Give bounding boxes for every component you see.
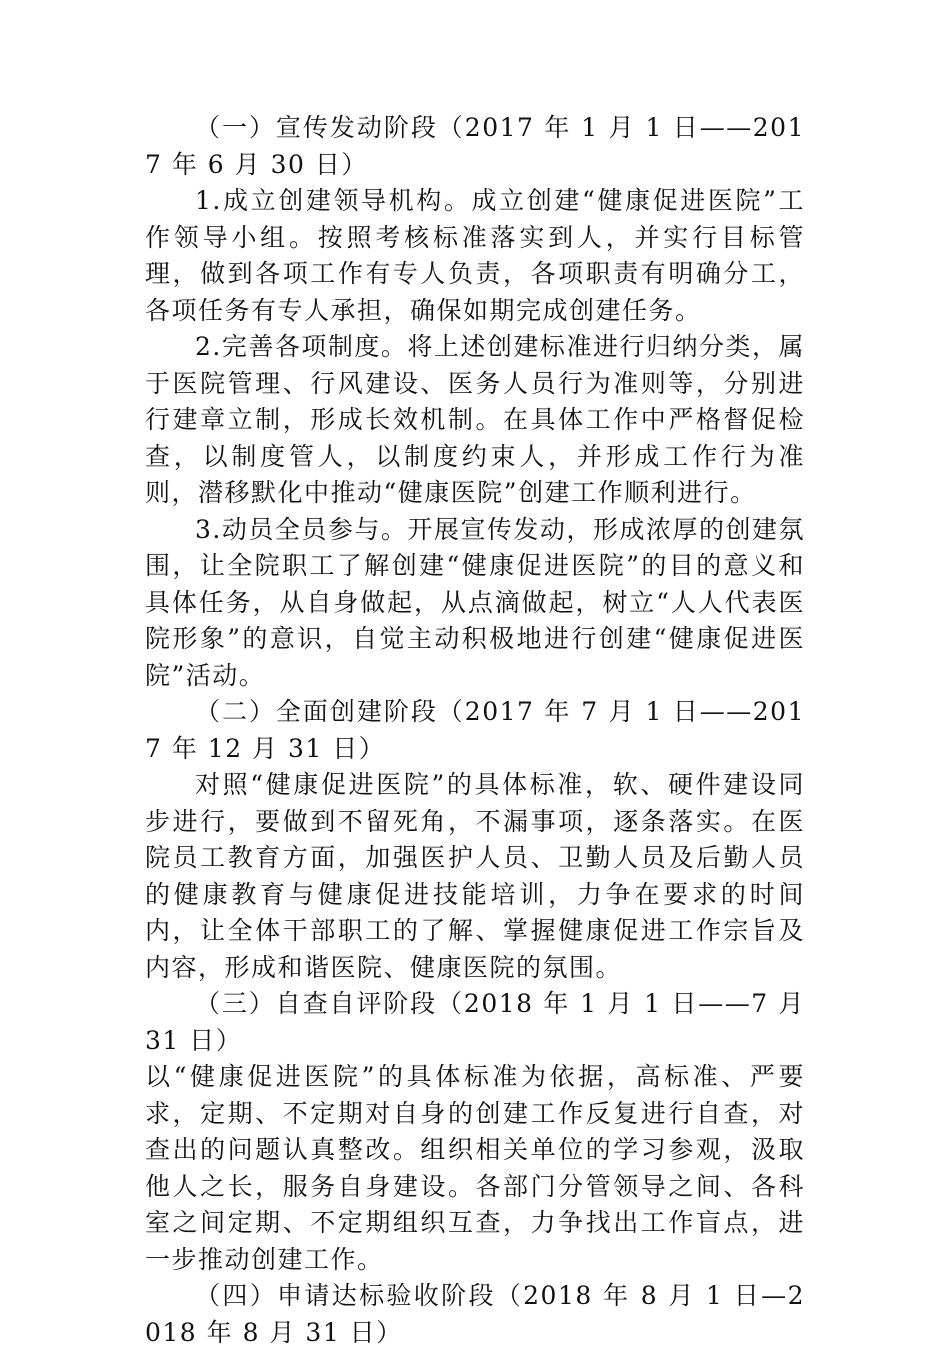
paragraph-item-2: 2.完善各项制度。将上述创建标准进行归纳分类，属于医院管理、行风建设、医务人员行为准则等，分别进行建章立制，形成长效机制。在具体工作中严格督促检查，以制度管人，以制度约束人，并形成工作行为准则，潜移默化中推动“健康医院”创建工作顺利进行。	[145, 332, 805, 507]
section-heading-4: （四）申请达标验收阶段（2018 年 8 月 1 日—2018 年 8 月 31 日）	[145, 1281, 805, 1347]
section-heading-3: （三）自查自评阶段（2018 年 1 月 1 日——7 月 31 日）	[145, 989, 805, 1055]
paragraph-item-3: 3.动员全员参与。开展宣传发动，形成浓厚的创建氛围，让全院职工了解创建“健康促进医院”的目的意义和具体任务，从自身做起，从点滴做起，树立“人人代表医院形象”的意识，自觉主动积极地进行创建“健康促进医院”活动。	[145, 514, 805, 690]
section-heading-1: （一）宣传发动阶段（2017 年 1 月 1 日——2017 年 6 月 30 日）	[145, 113, 805, 179]
paragraph-item-1: 1.成立创建领导机构。成立创建“健康促进医院”工作领导小组。按照考核标准落实到人，并实行目标管理，做到各项工作有专人负责，各项职责有明确分工，各项任务有专人承担，确保如期完成创建任务。	[145, 186, 805, 325]
document-body	[145, 110, 805, 1351]
paragraph-section-2: 对照“健康促进医院”的具体标准，软、硬件建设同步进行，要做到不留死角，不漏事项，逐条落实。在医院员工教育方面，加强医护人员、卫勤人员及后勤人员的健康教育与健康促进技能培训，力争在要求的时间内，让全体干部职工的了解、掌握健康促进工作宗旨及内容，形成和谐医院、健康医院的氛围。	[145, 770, 805, 982]
paragraph-section-3: 以“健康促进医院”的具体标准为依据，高标准、严要求，定期、不定期对自身的创建工作反复进行自查，对查出的问题认真整改。组织相关单位的学习参观，汲取他人之长，服务自身建设。各部门分管领导之间、各科室之间定期、不定期组织互查，力争找出工作盲点，进一步推动创建工作。	[145, 1062, 805, 1274]
section-heading-2: （二）全面创建阶段（2017 年 7 月 1 日——2017 年 12 月 31 日）	[145, 697, 805, 763]
